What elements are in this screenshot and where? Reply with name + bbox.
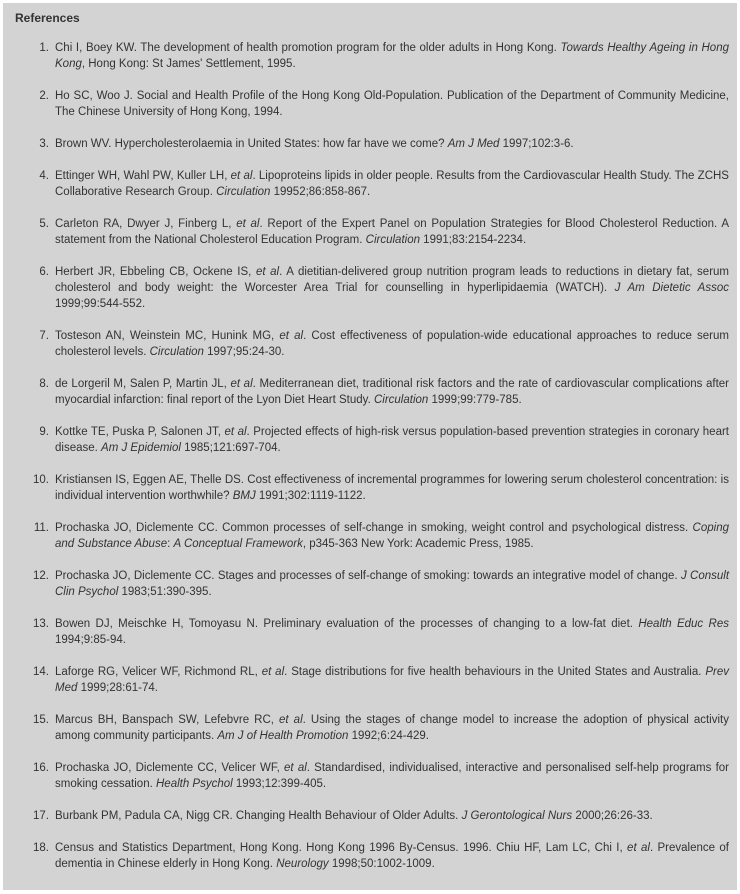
reference-italic-segment: et al — [230, 170, 253, 182]
reference-segment: . Cost effectiveness of population-wide educational approaches to reduce serum cholesterol levels. — [55, 330, 729, 358]
reference-segment: , p345-363 New York: Academic Press, 1985. — [302, 538, 534, 550]
reference-italic-segment: et al — [224, 426, 247, 438]
reference-italic-segment: et al — [261, 666, 285, 678]
reference-segment: Prochaska JO, Diclemente CC, Velicer WF, — [55, 762, 285, 774]
reference-number: 1 . — [15, 40, 49, 56]
reference-item — [15, 88, 729, 120]
reference-segment: . Mediterranean diet, traditional risk factors and the rate of cardiovascular complications after myocardial infarction: final report of the Lyon Diet Heart Study. — [55, 378, 729, 406]
reference-italic-segment: Coping and Substance Abuse — [55, 522, 729, 550]
reference-item — [15, 472, 729, 504]
reference-number: 5 . — [15, 216, 49, 232]
reference-segment: . Projected effects of high-risk versus population-based prevention strategies in coronary heart disease. — [55, 426, 730, 454]
reference-text — [55, 376, 729, 408]
reference-list — [15, 40, 729, 872]
reference-italic-segment: Circulation — [373, 394, 429, 406]
reference-italic-segment: Am J Epidemiol — [101, 442, 181, 454]
reference-segment: . Prevalence of dementia in Chinese elderly in Hong Kong. — [55, 842, 729, 870]
reference-segment: Prochaska JO, Diclemente CC. Stages and processes of self-change of smoking: towards an integrative model of change. — [55, 570, 681, 582]
reference-text — [55, 712, 729, 744]
references-panel — [3, 3, 737, 890]
reference-item — [15, 40, 729, 72]
reference-segment: . Report of the Expert Panel on Population Strategies for Blood Cholesterol Reduction. A statement from the National Cholesterol Education Program. — [55, 218, 729, 246]
reference-text — [55, 264, 729, 312]
reference-item — [15, 328, 729, 360]
reference-italic-segment: Neurology — [276, 858, 329, 870]
reference-segment: Ettinger WH, Wahl PW, Kuller LH, — [55, 170, 231, 182]
reference-text — [55, 568, 729, 600]
reference-segment: 1997;95:24-30. — [203, 346, 285, 358]
reference-text — [55, 616, 729, 648]
reference-segment: Chi I, Boey KW. The development of health promotion program for the older adults in Hong Kong. — [55, 42, 561, 54]
reference-italic-segment: et al — [236, 218, 260, 230]
reference-number: 2 . — [15, 88, 49, 104]
reference-italic-segment: et al — [279, 330, 304, 342]
reference-segment: 1985;121:697-704. — [180, 442, 281, 454]
reference-italic-segment: et al — [627, 842, 650, 854]
reference-number: 16 . — [15, 760, 49, 776]
reference-item — [15, 808, 729, 824]
reference-segment: . Using the stages of change model to increase the adoption of physical activity among community participants. — [55, 714, 729, 742]
reference-item — [15, 168, 729, 200]
reference-segment: Laforge RG, Velicer WF, Richmond RL, — [55, 666, 262, 678]
reference-number: 9 . — [15, 424, 49, 440]
reference-segment: Carleton RA, Dwyer J, Finberg L, — [55, 218, 237, 230]
reference-segment: Census and Statistics Department, Hong Kong. Hong Kong 1996 By-Census. 1996. Chiu HF, Lam LC, Chi I, — [55, 842, 628, 854]
reference-number: 17 . — [15, 808, 49, 824]
reference-segment: : — [167, 538, 174, 550]
reference-italic-segment: Circulation — [216, 186, 271, 198]
reference-number: 15 . — [15, 712, 49, 728]
reference-text — [55, 40, 729, 72]
reference-segment: de Lorgeril M, Salen P, Martin JL, — [55, 378, 231, 390]
reference-italic-segment: J Gerontological Nurs — [461, 810, 573, 822]
reference-text — [55, 760, 729, 792]
reference-italic-segment: Towards Healthy Ageing in Hong Kong — [55, 42, 729, 70]
reference-number: 10 . — [15, 472, 49, 488]
reference-number: 7 . — [15, 328, 49, 344]
reference-segment: Kristiansen IS, Eggen AE, Thelle DS. Cost effectiveness of incremental programmes for lowering serum cholesterol concentration: is individual intervention worthwhile? — [55, 474, 729, 502]
reference-item — [15, 840, 729, 872]
reference-italic-segment: Circulation — [365, 234, 420, 246]
reference-item — [15, 568, 729, 600]
reference-item — [15, 616, 729, 648]
reference-italic-segment: Prev Med — [55, 666, 729, 694]
reference-segment: 1991;83:2154-2234. — [419, 234, 527, 246]
reference-segment: Burbank PM, Padula CA, Nigg CR. Changing Health Behaviour of Older Adults. — [55, 810, 462, 822]
reference-item — [15, 216, 729, 248]
reference-item — [15, 424, 729, 456]
reference-italic-segment: A Conceptual Framework — [173, 538, 303, 550]
reference-segment: 19952;86:858-867. — [270, 186, 371, 198]
reference-segment: Brown WV. Hypercholesterolaemia in United States: how far have we come? — [55, 138, 448, 150]
reference-segment: . Stage distributions for five health behaviours in the United States and Australia. — [284, 666, 706, 678]
reference-segment: 1992;6:24-429. — [348, 730, 429, 742]
reference-text — [55, 168, 729, 200]
reference-segment: 1997;102:3-6. — [499, 138, 574, 150]
reference-number: 12 . — [15, 568, 49, 584]
reference-number: 13 . — [15, 616, 49, 632]
reference-text — [55, 808, 729, 824]
reference-italic-segment: Health Educ Res — [638, 618, 729, 630]
reference-segment: Prochaska JO, Diclemente CC. Common processes of self-change in smoking, weight control and psychological distress. — [55, 522, 693, 534]
reference-italic-segment: BMJ — [232, 490, 256, 502]
reference-segment: 1991;302:1119-1122. — [255, 490, 366, 502]
reference-italic-segment: et al — [284, 762, 307, 774]
reference-segment: . Lipoproteins lipids in older people. Results from the Cardiovascular Health Study. The ZCHS Collaborative Research Group. — [55, 170, 729, 198]
reference-segment: 1993;12:399-405. — [232, 778, 327, 790]
reference-segment: 1994;9:85-94. — [55, 634, 126, 646]
references-heading: References — [15, 11, 80, 25]
reference-italic-segment: et al — [230, 378, 253, 390]
reference-text — [55, 472, 729, 504]
reference-text — [55, 88, 729, 120]
reference-italic-segment: J Consult Clin Psychol — [55, 570, 730, 598]
reference-segment: Herbert JR, Ebbeling CB, Ockene IS, — [55, 266, 256, 278]
reference-italic-segment: Am J Med — [447, 138, 500, 150]
reference-number: 8 . — [15, 376, 49, 392]
reference-segment: 1983;51:390-395. — [118, 586, 212, 598]
reference-segment: 1999;99:544-552. — [55, 298, 146, 310]
reference-number: 11 . — [15, 520, 49, 536]
reference-italic-segment: et al — [255, 266, 280, 278]
reference-segment: . Standardised, individualised, interactive and personalised self-help programs for smoking cessation. — [55, 762, 729, 790]
reference-italic-segment: Am J of Health Promotion — [217, 730, 349, 742]
reference-item — [15, 664, 729, 696]
reference-italic-segment: et al — [279, 714, 303, 726]
reference-segment: Marcus BH, Banspach SW, Lefebvre RC, — [55, 714, 280, 726]
reference-item — [15, 136, 729, 152]
reference-segment: 1998;50:1002-1009. — [328, 858, 435, 870]
reference-segment: , Hong Kong: St James' Settlement, 1995. — [81, 58, 296, 70]
reference-segment: Tosteson AN, Weinstein MC, Hunink MG, — [55, 330, 280, 342]
reference-text — [55, 328, 729, 360]
reference-number: 3 . — [15, 136, 49, 152]
reference-text — [55, 216, 729, 248]
reference-item — [15, 760, 729, 792]
reference-text — [55, 424, 729, 456]
reference-item — [15, 376, 729, 408]
reference-segment: 2000;26:26-33. — [572, 810, 653, 822]
reference-item — [15, 712, 729, 744]
reference-item — [15, 520, 729, 552]
reference-segment: Kottke TE, Puska P, Salonen JT, — [55, 426, 225, 438]
reference-number: 14 . — [15, 664, 49, 680]
reference-text — [55, 840, 729, 872]
reference-italic-segment: Health Psychol — [156, 778, 233, 790]
reference-segment: 1999;99:779-785. — [428, 394, 522, 406]
reference-item — [15, 264, 729, 312]
reference-italic-segment: Circulation — [149, 346, 204, 358]
reference-text — [55, 664, 729, 696]
reference-segment: Bowen DJ, Meischke H, Tomoyasu N. Preliminary evaluation of the processes of changing to a low-fat diet. — [55, 618, 639, 630]
reference-segment: . A dietitian-delivered group nutrition program leads to reductions in dietary fat, serum cholesterol and body weight: the Worcester Area Trial for counselling in hyperlipidaemia (WATCH). — [55, 266, 729, 294]
reference-number: 18 . — [15, 840, 49, 856]
reference-number: 6 . — [15, 264, 49, 280]
reference-number: 4 . — [15, 168, 49, 184]
reference-italic-segment: J Am Dietetic Assoc — [614, 282, 729, 294]
reference-text — [55, 136, 729, 152]
reference-segment: 1999;28:61-74. — [77, 682, 158, 694]
reference-text — [55, 520, 729, 552]
reference-segment: Ho SC, Woo J. Social and Health Profile of the Hong Kong Old-Population. Publication of the Department of Community Medicine, The Chinese University of Hong Kong, 1994. — [55, 90, 729, 118]
